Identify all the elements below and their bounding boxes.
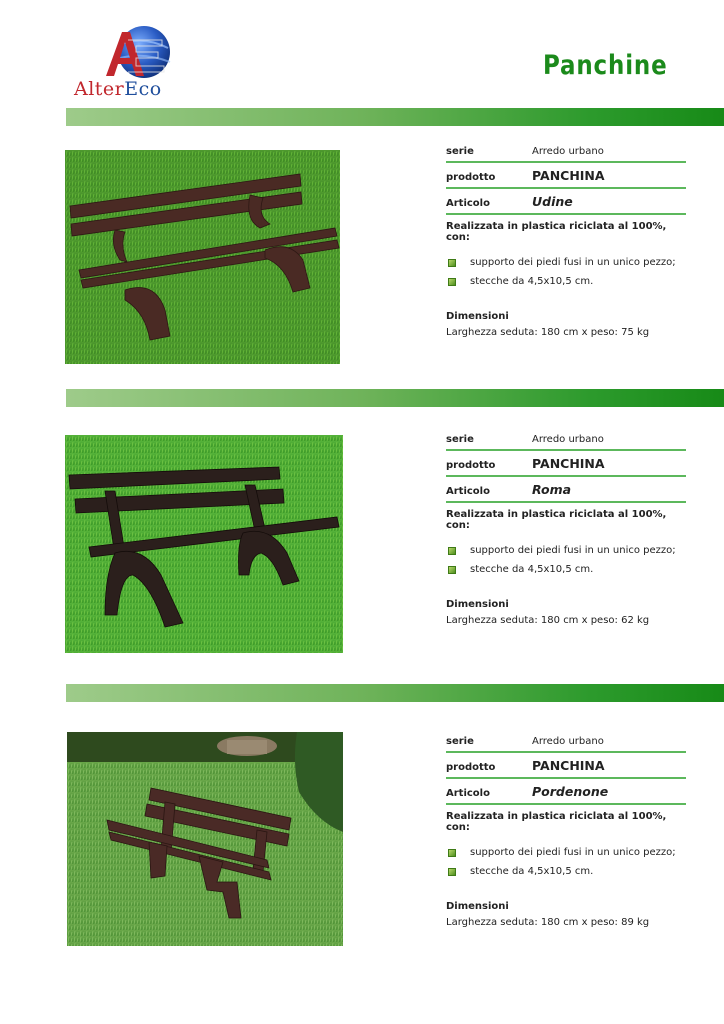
spec-row-prodotto [446,753,686,779]
list-item [446,560,686,579]
spec-row-serie [446,431,686,451]
dimensions-heading: Dimensioni [446,599,509,610]
section-band-2 [66,389,724,407]
logo-word-alter: Alter [74,78,125,100]
material-intro: Realizzata in plastica riciclata al 100%, con: [446,509,667,531]
list-item [446,253,686,272]
bullet-square-icon [448,849,456,857]
articolo-value: Roma [532,482,572,497]
spec-row-articolo [446,189,686,215]
spec-row-prodotto [446,451,686,477]
prodotto-value: PANCHINA [532,168,605,183]
articolo-value: Pordenone [532,784,609,799]
section-band-1 [66,108,724,126]
list-item [446,272,686,291]
feature-text: stecche da 4,5x10,5 cm. [470,276,594,287]
feature-text: supporto dei piedi fusi in un unico pezzo; [470,257,676,268]
dimensions-heading: Dimensioni [446,311,509,322]
serie-label: serie [446,736,474,747]
bullet-square-icon [448,868,456,876]
articolo-label: Articolo [446,788,490,799]
product-photo-roma [65,435,343,653]
serie-value: Arredo urbano [532,434,604,445]
spec-row-serie [446,143,686,163]
material-intro: Realizzata in plastica riciclata al 100%, con: [446,221,667,243]
feature-list [446,541,686,579]
logo-mark-icon [66,26,186,82]
dimensions-text: Larghezza seduta: 180 cm x peso: 89 kg [446,917,650,928]
spec-row-serie [446,733,686,753]
articolo-label: Articolo [446,198,490,209]
dimensions-text: Larghezza seduta: 180 cm x peso: 62 kg [446,615,650,626]
prodotto-label: prodotto [446,460,496,471]
serie-label: serie [446,146,474,157]
alterEco-logo [66,26,186,106]
prodotto-label: prodotto [446,172,496,183]
list-item [446,541,686,560]
product-photo-pordenone [67,732,343,946]
page-title: Panchine [543,50,668,81]
dimensions-text: Larghezza seduta: 180 cm x peso: 75 kg [446,327,650,338]
list-item [446,862,686,881]
prodotto-value: PANCHINA [532,456,605,471]
product-photo-udine [65,150,340,364]
list-item [446,843,686,862]
feature-text: stecche da 4,5x10,5 cm. [470,866,594,877]
bullet-square-icon [448,259,456,267]
product-specs-udine [446,143,686,338]
bullet-square-icon [448,278,456,286]
product-specs-pordenone [446,733,686,928]
logo-wordmark [74,78,162,100]
prodotto-label: prodotto [446,762,496,773]
feature-list [446,843,686,881]
dimensions-heading: Dimensioni [446,901,509,912]
bullet-square-icon [448,547,456,555]
articolo-label: Articolo [446,486,490,497]
serie-value: Arredo urbano [532,736,604,747]
spec-row-prodotto [446,163,686,189]
prodotto-value: PANCHINA [532,758,605,773]
articolo-value: Udine [532,194,573,209]
serie-label: serie [446,434,474,445]
material-intro: Realizzata in plastica riciclata al 100%, con: [446,811,667,833]
product-specs-roma [446,431,686,626]
spec-row-articolo [446,477,686,503]
feature-list [446,253,686,291]
feature-text: supporto dei piedi fusi in un unico pezzo; [470,847,676,858]
serie-value: Arredo urbano [532,146,604,157]
feature-text: stecche da 4,5x10,5 cm. [470,564,594,575]
feature-text: supporto dei piedi fusi in un unico pezzo; [470,545,676,556]
logo-word-eco: Eco [124,78,162,100]
section-band-3 [66,684,724,702]
spec-row-articolo [446,779,686,805]
bullet-square-icon [448,566,456,574]
